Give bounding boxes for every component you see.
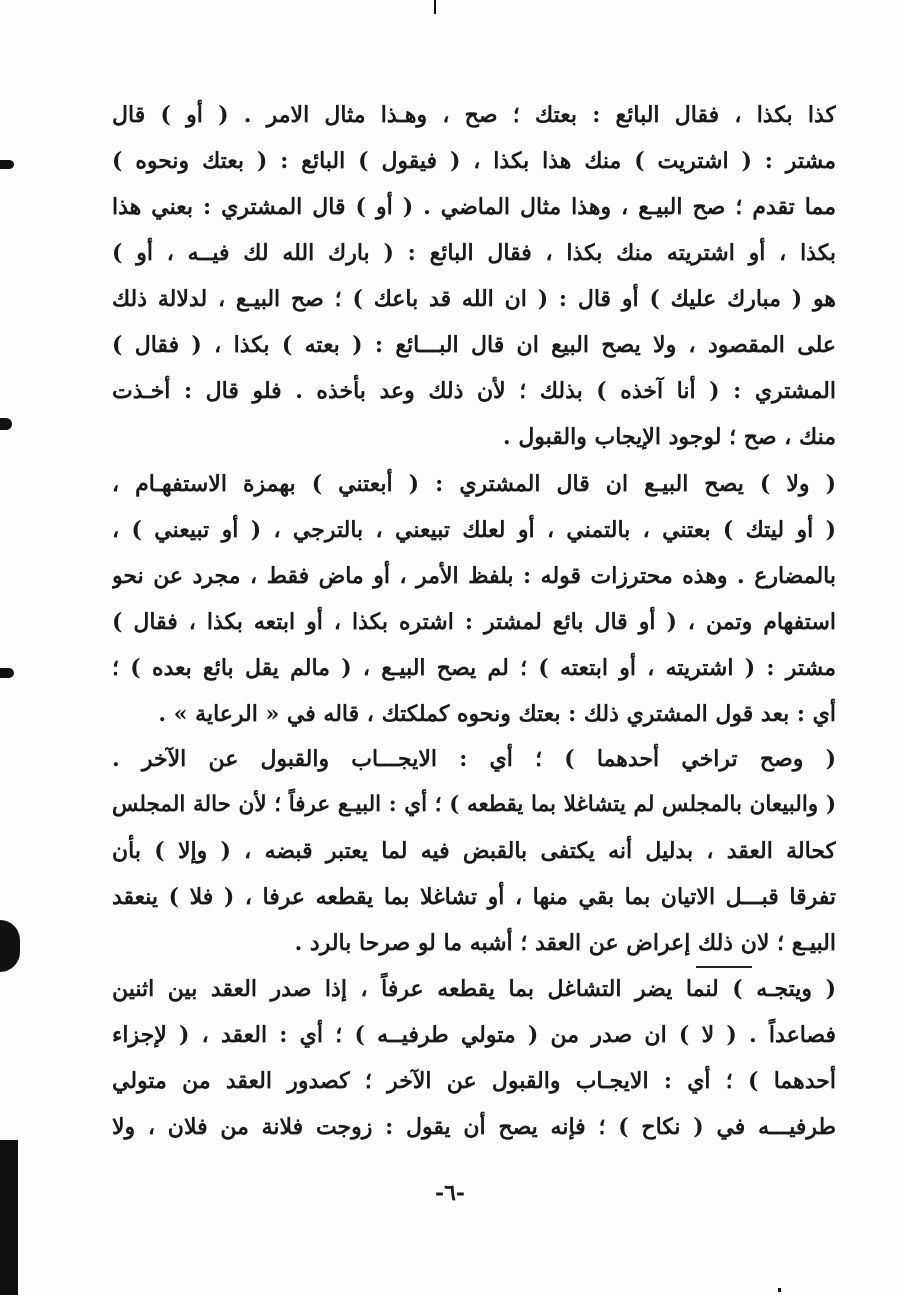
text-line: بالمضارع . وهذه محترزات قوله : بلفظ الأمر ، أو ماض فقط ، مجرد عن نحو xyxy=(112,563,836,589)
text-line: على المقصود ، ولا يصح البيع ان قال البـــائع : ( بعته ) بكذا ، ( فقال ) xyxy=(112,332,836,358)
text-line: أحدهما ) ؛ أي : الايجـاب والقبول عن الآخر ؛ كصدور العقد من متولي xyxy=(112,1068,836,1094)
scan-binding-mark xyxy=(0,160,14,169)
text-line: تفرقا قبـــل الاتيان بما بقي منها ، أو تشاغلا بما يقطعه عرفا ، ( فلا ) ينعقد xyxy=(112,884,836,910)
text-line: مشتر : ( اشتريته ، أو ابتعته ) ؛ لم يصح البيـع ، ( مالم يقل بائع بعده ) ؛ xyxy=(112,655,836,681)
scan-edge-shadow xyxy=(0,1140,18,1295)
scan-speck xyxy=(778,1288,781,1292)
text-line: ( ولا ) يصح البيـع ان قال المشتري : ( أبعتني ) بهمزة الاستفهـام ، xyxy=(112,471,836,497)
text-line: ( وصح تراخي أحدهما ) ؛ أي : الايجـــاب والقبول عن الآخر . xyxy=(112,746,836,772)
text-line: البيـع ؛ لان ذلك إعراض عن العقد ؛ أشبه ما لو صرحا بالرد . xyxy=(294,930,836,956)
text-line: فصاعداً . ( لا ) ان صدر من ( متولي طرفيــه ) ؛ أي : العقد ، ( لإجزاء xyxy=(112,1022,836,1048)
text-line: المشتري : ( أنا آخذه ) بذلك ؛ لأن ذلك وعد بأخذه . فلو قال : أخـذت xyxy=(112,378,836,404)
paragraph-1 xyxy=(112,92,836,460)
paragraph-3 xyxy=(112,736,836,966)
scan-binding-mark xyxy=(0,920,20,972)
text-line: مشتر : ( اشتريت ) منك هذا بكذا ، ( فيقول ) البائع : ( بعتك ونحوه ) xyxy=(112,148,836,174)
scan-speck xyxy=(434,0,436,14)
scan-binding-mark xyxy=(0,668,14,678)
text-line: بكذا ، أو اشتريته منك بكذا ، فقال البائع : ( بارك الله لك فيــه ، أو ) xyxy=(112,240,836,266)
text-line: كحالة العقد ، بدليل أنه يكتفى بالقبض فيه لما يعتبر قبضه ، ( وإلا ) بأن xyxy=(112,838,836,864)
page-number: -٦- xyxy=(434,1180,466,1206)
scan-binding-mark xyxy=(0,418,12,430)
paragraph-2 xyxy=(112,461,836,737)
text-line: ( والبيعان بالمجلس لم يتشاغلا بما يقطعه ) ؛ أي : البيـع عرفاً ؛ لأن حالة المجلس xyxy=(112,792,836,817)
text-line: هو ( مبارك عليك ) أو قال : ( ان الله قد باعك ) ؛ صح البيـع ، لدلالة ذلك xyxy=(112,286,836,312)
text-line: منك ، صح ؛ لوجود الإيجاب والقبول . xyxy=(503,424,836,450)
text-line: كذا بكذا ، فقال البائع : بعتك ؛ صح ، وهـذا مثال الامر . ( أو ) قال xyxy=(112,102,836,128)
text-line: أي : بعد قول المشتري ذلك : بعتك ونحوه كملكتك ، قاله في « الرعاية » . xyxy=(158,701,836,727)
text-line: استفهام وتمن ، ( أو قال بائع لمشتر : اشتره بكذا ، أو ابتعه بكذا ، فقال ) xyxy=(112,609,836,635)
text-line: طرفيـــه في ( نكاح ) ؛ فإنه يصح أن يقول : زوجت فلانة من فلان ، ولا xyxy=(112,1114,836,1140)
text-line: ( أو ليتك ) بعتني ، بالتمني ، أو لعلك تبيعني ، بالترجي ، ( أو تبيعني ) ، xyxy=(112,517,836,543)
text-line: ( ويتجـه ) لنما يضر التشاغل بما يقطعه عرفاً ، إذا صدر العقد بين اثنين xyxy=(112,976,836,1002)
paragraph-4 xyxy=(112,966,836,1150)
text-line: مما تقدم ؛ صح البيـع ، وهذا مثال الماضي . ( أو ) قال المشتري : بعني هذا xyxy=(112,194,836,220)
